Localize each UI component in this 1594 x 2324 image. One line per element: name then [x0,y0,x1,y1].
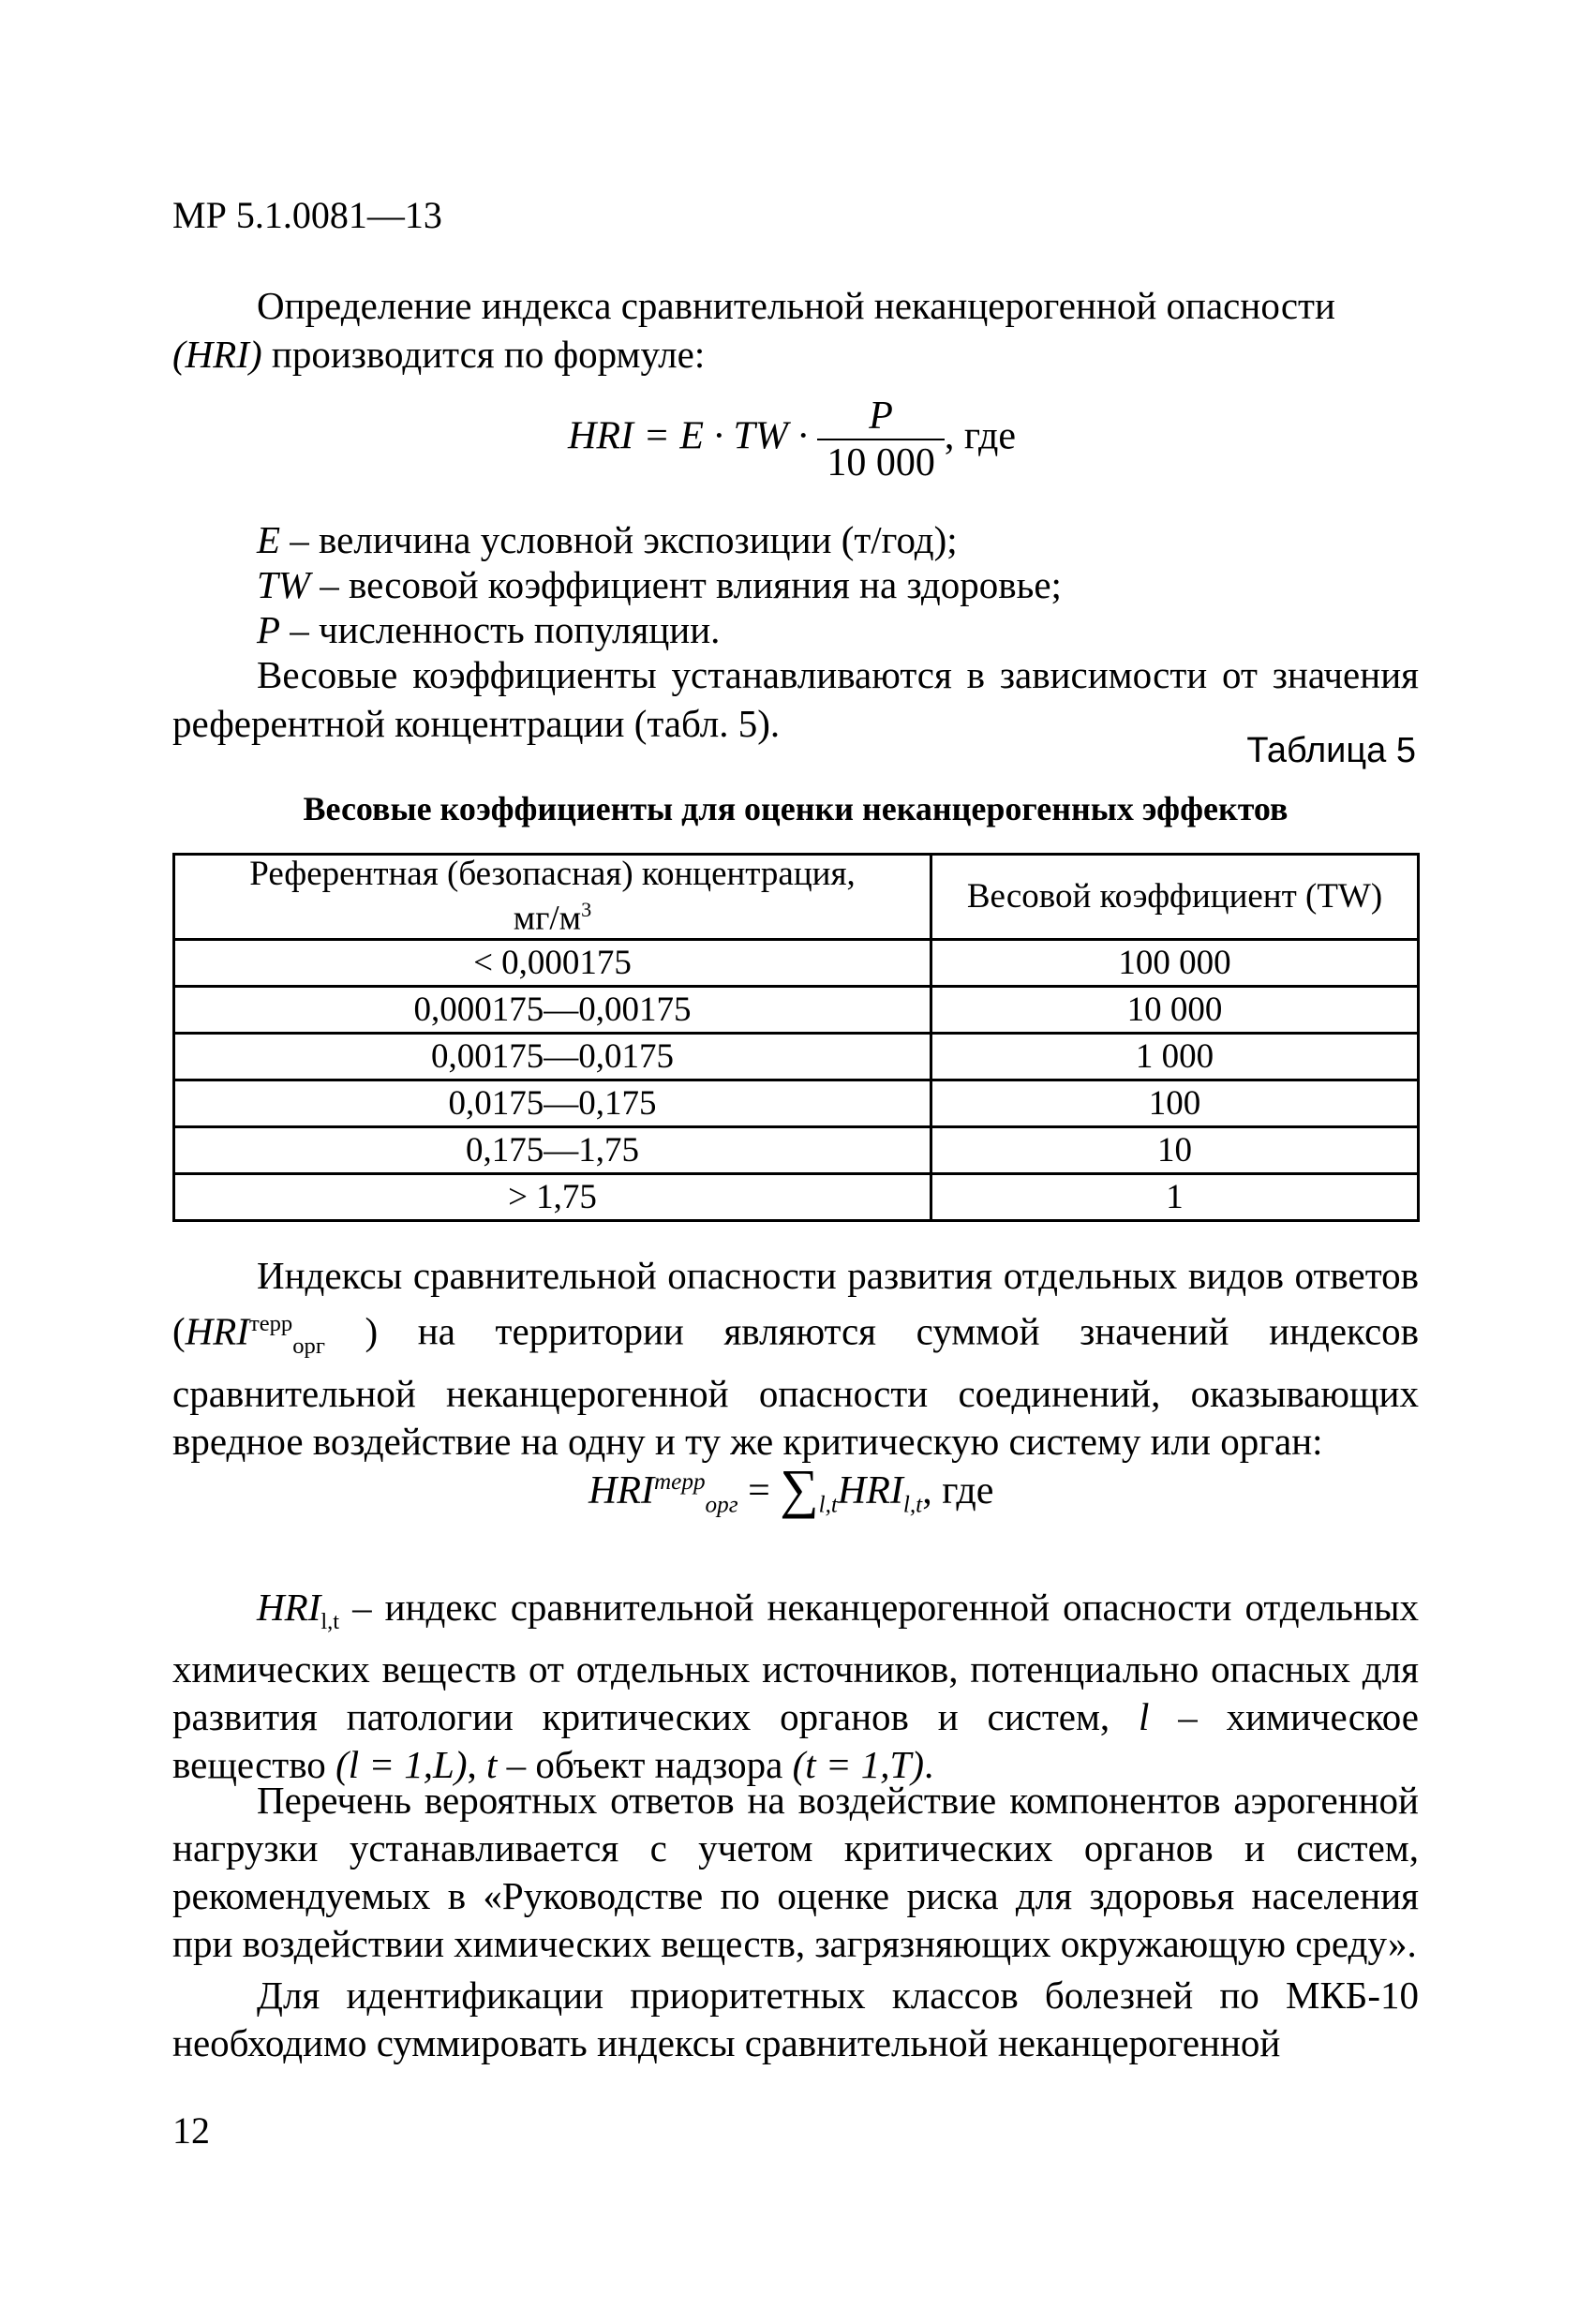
formula-suffix: , где [944,414,1016,458]
definition-e: E – величина условной экспозиции (т/год); [257,518,958,561]
table-header-row [174,855,1419,940]
responses-list-paragraph: Перечень вероятных ответов на воздействие компонентов аэрогенной нагрузки устанавливается с учетом критических органов и систем, рекомендуемых в «Руководстве по оценке риска для здоровья населения при воздействии химических веществ, загрязняющих окружающую среду». [172,1779,1419,1965]
document-code: МР 5.1.0081—13 [172,194,442,236]
range-l: (l = 1,L) [335,1743,468,1787]
intro-abbr: (HRI) [172,333,262,376]
formula-numerator: P [869,395,893,438]
definition-p: P – численность популяции. [257,608,721,651]
definitions-list [257,517,1419,652]
intro-rest: производится по формуле: [261,333,706,376]
table-row: 0,000175—0,00175 10 000 [174,987,1419,1034]
formula-hri [568,394,1016,485]
header-weight: Весовой коэффициент (TW) [931,855,1419,940]
hri-definition-paragraph: $HRI_{l,t}$ – индекс сравнительной неканцерогенной опасности отдельных химических веществ от отдельных источников, потенциально опасных для развития патологии критических органов и систем, l – химическое вещество (l = 1,L), t – объект надзора (t = 1,T). [172,1586,1419,1787]
table-title: Весовые коэффициенты для оценки неканцерогенных эффектов [303,790,1289,827]
formula-lhs: HRI = E · TW · [568,414,808,458]
table-row: 0,00175—0,0175 1 000 [174,1034,1419,1080]
page-number: 12 [172,2109,210,2152]
range-t: (t = 1,T) [792,1743,924,1787]
weights-paragraph: Весовые коэффициенты устанавливаются в зависимости от значения референтной концентрации (табл. 5). [172,653,1419,745]
table-label: Таблица 5 [1246,731,1416,770]
table-row: 0,175—1,75 10 [174,1127,1419,1174]
definition-tw: TW – весовой коэффициент влияния на здоровье; [257,563,1062,606]
formula-sum: $HRI^{терр}_{орг} = \sum_{l,t}HRI_{l,t}$, где [588,1458,994,1519]
table-row: < 0,000175 100 000 [174,940,1419,987]
intro-line1: Определение индекса сравнительной неканцерогенной опасности [257,284,1335,327]
formula-denominator: 10 000 [817,439,945,485]
header-concentration: Референтная (безопасная) концентрация, $мг/м^3$ [174,855,931,940]
formula-fraction [817,394,945,485]
table-row: > 1,75 1 [174,1174,1419,1221]
icd-paragraph: Для идентификации приоритетных классов болезней по МКБ-10 необходимо суммировать индексы сравнительной неканцерогенной [172,1974,1419,2064]
table-row: 0,0175—0,175 100 [174,1080,1419,1127]
sum-symbol: ∑ [780,1458,819,1519]
weights-table [172,853,1420,1222]
responses-paragraph: Индексы сравнительной опасности развития отдельных видов ответов ($HRI^{терр}_{орг}$ ) на территории являются суммой значений индексов сравнительной неканцерогенной опасности соединений, оказывающих вредное воздействие на одну и ту же критическую систему или орган: [172,1254,1419,1463]
intro-paragraph [172,281,1419,379]
hri-symbol: HRI [185,1309,249,1353]
